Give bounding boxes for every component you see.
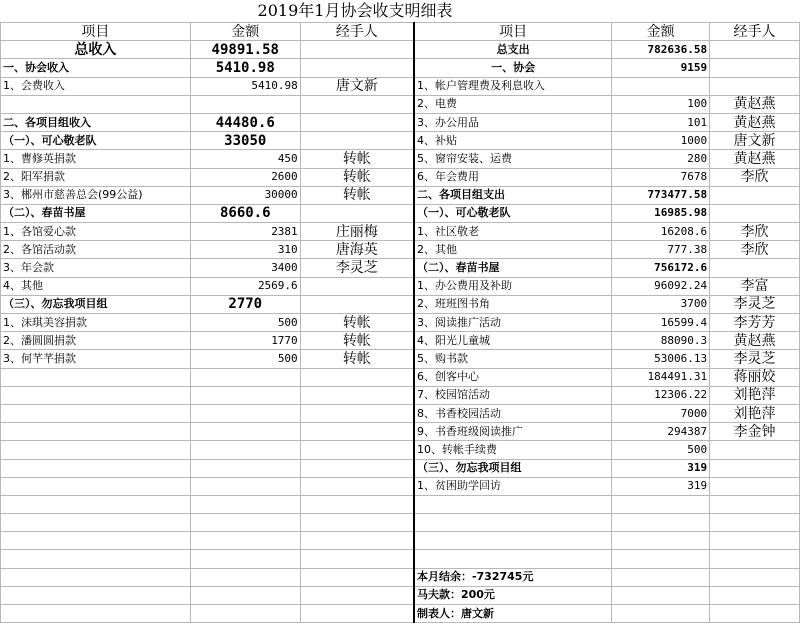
right-amount-cell[interactable]: 500: [612, 441, 710, 459]
right-handler-cell[interactable]: [710, 477, 800, 495]
right-amount-cell[interactable]: 100: [612, 95, 710, 113]
empty-cell[interactable]: [300, 368, 414, 386]
table-row: [1, 514, 800, 532]
right-handler-cell[interactable]: 李富: [710, 277, 800, 295]
right-item-cell[interactable]: 9、书香班级阅读推广: [414, 423, 612, 441]
left-item-cell[interactable]: 2、潘圆圆捐款: [1, 332, 191, 350]
right-amount-cell[interactable]: 773477.58: [612, 186, 710, 204]
right-item-cell[interactable]: 8、书香校园活动: [414, 404, 612, 422]
right-item-cell[interactable]: 2、其他: [414, 241, 612, 259]
right-amount-cell[interactable]: [612, 495, 710, 513]
empty-cell[interactable]: [300, 423, 414, 441]
empty-cell[interactable]: [190, 477, 300, 495]
right-handler-cell[interactable]: [710, 41, 800, 59]
table-row: [1, 332, 800, 350]
sheet-title: 2019年1月协会收支明细表: [257, 1, 453, 20]
right-handler-cell[interactable]: [710, 77, 800, 95]
table-row: [1, 477, 800, 495]
empty-cell[interactable]: [300, 586, 414, 604]
empty-cell[interactable]: [190, 586, 300, 604]
empty-cell[interactable]: [1, 368, 191, 386]
header-right-item[interactable]: 项目: [414, 23, 612, 41]
left-handler-cell[interactable]: 庄丽梅: [300, 223, 414, 241]
right-handler-cell[interactable]: 刘艳萍: [710, 386, 800, 404]
right-item-cell[interactable]: 马夫款：200元: [414, 586, 612, 604]
left-item-cell[interactable]: （二）、春苗书屋: [1, 204, 191, 222]
table-row: [1, 532, 800, 550]
header-left-handler[interactable]: 经手人: [300, 23, 414, 41]
right-item-cell[interactable]: 一、协会: [414, 59, 612, 77]
header-left-amount[interactable]: 金额: [190, 23, 300, 41]
table-row: [1, 605, 800, 623]
left-handler-cell[interactable]: [300, 204, 414, 222]
right-amount-cell[interactable]: 280: [612, 150, 710, 168]
table-row: [1, 423, 800, 441]
right-item-cell[interactable]: 1、社区敬老: [414, 223, 612, 241]
right-handler-cell[interactable]: [710, 514, 800, 532]
left-item-cell[interactable]: （三）、勿忘我项目组: [1, 295, 191, 313]
empty-cell[interactable]: [190, 568, 300, 586]
table-row: [1, 314, 800, 332]
left-amount-cell[interactable]: 500: [190, 314, 300, 332]
right-amount-cell[interactable]: 294387: [612, 423, 710, 441]
empty-cell[interactable]: [300, 495, 414, 513]
right-amount-cell[interactable]: 88090.3: [612, 332, 710, 350]
right-handler-cell[interactable]: [710, 59, 800, 77]
right-handler-cell[interactable]: 蒋丽姣: [710, 368, 800, 386]
left-amount-cell[interactable]: 8660.6: [190, 204, 300, 222]
left-handler-cell[interactable]: 转帐: [300, 168, 414, 186]
right-amount-cell[interactable]: 319: [612, 459, 710, 477]
right-item-cell[interactable]: 6、年会费用: [414, 168, 612, 186]
header-right-handler[interactable]: 经手人: [710, 23, 800, 41]
empty-cell[interactable]: [1, 423, 191, 441]
right-amount-cell[interactable]: [612, 605, 710, 623]
table-row: [1, 241, 800, 259]
right-handler-cell[interactable]: 李欣: [710, 168, 800, 186]
empty-cell[interactable]: [190, 495, 300, 513]
table-row: [1, 150, 800, 168]
right-handler-cell[interactable]: 黄赵燕: [710, 332, 800, 350]
left-item-cell[interactable]: [1, 95, 191, 113]
right-item-cell[interactable]: 7、校园馆活动: [414, 386, 612, 404]
right-handler-cell[interactable]: 李欣: [710, 223, 800, 241]
left-amount-cell[interactable]: 44480.6: [190, 113, 300, 131]
right-amount-cell[interactable]: [612, 514, 710, 532]
right-handler-cell[interactable]: 李灵芝: [710, 295, 800, 313]
right-handler-cell[interactable]: [710, 605, 800, 623]
empty-cell[interactable]: [190, 423, 300, 441]
left-amount-cell[interactable]: 2381: [190, 223, 300, 241]
right-handler-cell[interactable]: [710, 568, 800, 586]
left-amount-cell[interactable]: 30000: [190, 186, 300, 204]
right-amount-cell[interactable]: 96092.24: [612, 277, 710, 295]
right-amount-cell[interactable]: 16985.98: [612, 204, 710, 222]
right-handler-cell[interactable]: [710, 550, 800, 568]
left-handler-cell[interactable]: 李灵芝: [300, 259, 414, 277]
right-amount-cell[interactable]: 9159: [612, 59, 710, 77]
left-handler-cell[interactable]: 转帐: [300, 150, 414, 168]
right-amount-cell[interactable]: 16599.4: [612, 314, 710, 332]
left-amount-cell[interactable]: 3400: [190, 259, 300, 277]
empty-cell[interactable]: [190, 459, 300, 477]
right-amount-cell[interactable]: 101: [612, 113, 710, 131]
left-handler-cell[interactable]: [300, 132, 414, 150]
left-handler-cell[interactable]: [300, 113, 414, 131]
right-item-cell[interactable]: 2、电费: [414, 95, 612, 113]
empty-cell[interactable]: [1, 605, 191, 623]
header-row: [1, 23, 800, 41]
right-handler-cell[interactable]: [710, 259, 800, 277]
right-item-cell[interactable]: 6、创客中心: [414, 368, 612, 386]
right-item-cell[interactable]: 3、办公用品: [414, 113, 612, 131]
table-row: [1, 277, 800, 295]
empty-cell[interactable]: [300, 605, 414, 623]
table-row: [1, 495, 800, 513]
left-item-cell[interactable]: 3、郴州市慈善总会(99公益): [1, 186, 191, 204]
empty-cell[interactable]: [1, 568, 191, 586]
empty-cell[interactable]: [1, 386, 191, 404]
empty-cell[interactable]: [300, 568, 414, 586]
right-item-cell[interactable]: 2、班班图书角: [414, 295, 612, 313]
empty-cell[interactable]: [1, 441, 191, 459]
right-item-cell[interactable]: （一）、可心敬老队: [414, 204, 612, 222]
right-amount-cell[interactable]: 7000: [612, 404, 710, 422]
left-handler-cell[interactable]: 唐海英: [300, 241, 414, 259]
table-row: [1, 459, 800, 477]
left-item-cell[interactable]: 1、会费收入: [1, 77, 191, 95]
left-amount-cell[interactable]: 5410.98: [190, 77, 300, 95]
empty-cell[interactable]: [1, 404, 191, 422]
right-item-cell[interactable]: 4、补贴: [414, 132, 612, 150]
ledger-table: [0, 22, 800, 623]
table-row: [1, 223, 800, 241]
right-item-cell[interactable]: 1、帐户管理费及利息收入: [414, 77, 612, 95]
right-amount-cell[interactable]: 319: [612, 477, 710, 495]
right-amount-cell[interactable]: [612, 550, 710, 568]
left-amount-cell[interactable]: 450: [190, 150, 300, 168]
right-handler-cell[interactable]: [710, 532, 800, 550]
table-row: [1, 113, 800, 131]
left-handler-cell[interactable]: 转帐: [300, 186, 414, 204]
left-item-cell[interactable]: 一、协会收入: [1, 59, 191, 77]
left-item-cell[interactable]: 1、曹修英捐款: [1, 150, 191, 168]
empty-cell[interactable]: [190, 550, 300, 568]
empty-cell[interactable]: [190, 532, 300, 550]
empty-cell[interactable]: [190, 441, 300, 459]
left-handler-cell[interactable]: 唐文新: [300, 77, 414, 95]
table-row: [1, 295, 800, 313]
empty-cell[interactable]: [300, 459, 414, 477]
right-item-cell[interactable]: [414, 495, 612, 513]
right-item-cell[interactable]: 二、各项目组支出: [414, 186, 612, 204]
empty-cell[interactable]: [1, 532, 191, 550]
right-item-cell[interactable]: 总支出: [414, 41, 612, 59]
left-item-cell[interactable]: 2、阳军捐款: [1, 168, 191, 186]
left-amount-cell[interactable]: 49891.58: [190, 41, 300, 59]
empty-cell[interactable]: [190, 605, 300, 623]
left-amount-cell[interactable]: 33050: [190, 132, 300, 150]
right-amount-cell[interactable]: [612, 77, 710, 95]
table-row: [1, 59, 800, 77]
empty-cell[interactable]: [190, 386, 300, 404]
left-handler-cell[interactable]: [300, 41, 414, 59]
left-handler-cell[interactable]: 转帐: [300, 350, 414, 368]
left-amount-cell[interactable]: 5410.98: [190, 59, 300, 77]
empty-cell[interactable]: [1, 514, 191, 532]
right-amount-cell[interactable]: 12306.22: [612, 386, 710, 404]
left-amount-cell[interactable]: 1770: [190, 332, 300, 350]
right-item-cell[interactable]: 本月结余：-732745元: [414, 568, 612, 586]
right-handler-cell[interactable]: 黄赵燕: [710, 113, 800, 131]
right-amount-cell[interactable]: [612, 532, 710, 550]
right-handler-cell[interactable]: [710, 586, 800, 604]
right-amount-cell[interactable]: [612, 568, 710, 586]
table-row: [1, 386, 800, 404]
empty-cell[interactable]: [190, 514, 300, 532]
table-row: [1, 41, 800, 59]
left-amount-cell[interactable]: 310: [190, 241, 300, 259]
header-left-item[interactable]: 项目: [1, 23, 191, 41]
right-handler-cell[interactable]: 李芳芳: [710, 314, 800, 332]
right-item-cell[interactable]: 1、办公费用及补助: [414, 277, 612, 295]
right-handler-cell[interactable]: [710, 441, 800, 459]
left-item-cell[interactable]: 1、沫琪美容捐款: [1, 314, 191, 332]
left-item-cell[interactable]: 二、各项目组收入: [1, 113, 191, 131]
empty-cell[interactable]: [300, 386, 414, 404]
right-item-cell[interactable]: 制表人：唐文新: [414, 605, 612, 623]
table-row: [1, 186, 800, 204]
left-item-cell[interactable]: 3、年会款: [1, 259, 191, 277]
right-handler-cell[interactable]: 刘艳萍: [710, 404, 800, 422]
left-item-cell[interactable]: 4、其他: [1, 277, 191, 295]
table-row: [1, 204, 800, 222]
left-handler-cell[interactable]: [300, 59, 414, 77]
left-amount-cell[interactable]: 2770: [190, 295, 300, 313]
left-handler-cell[interactable]: 转帐: [300, 314, 414, 332]
empty-cell[interactable]: [300, 441, 414, 459]
empty-cell[interactable]: [1, 495, 191, 513]
left-item-cell[interactable]: 3、何芊芊捐款: [1, 350, 191, 368]
empty-cell[interactable]: [300, 550, 414, 568]
empty-cell[interactable]: [190, 368, 300, 386]
table-row: [1, 77, 800, 95]
right-item-cell[interactable]: （二）、春苗书屋: [414, 259, 612, 277]
table-row: [1, 568, 800, 586]
empty-cell[interactable]: [1, 459, 191, 477]
right-item-cell[interactable]: [414, 550, 612, 568]
right-item-cell[interactable]: 4、阳光儿童城: [414, 332, 612, 350]
right-handler-cell[interactable]: 唐文新: [710, 132, 800, 150]
right-item-cell[interactable]: [414, 514, 612, 532]
right-item-cell[interactable]: [414, 532, 612, 550]
left-item-cell[interactable]: 1、各馆爱心款: [1, 223, 191, 241]
left-amount-cell[interactable]: 2569.6: [190, 277, 300, 295]
right-item-cell[interactable]: 10、转帐手续费: [414, 441, 612, 459]
right-amount-cell[interactable]: 7678: [612, 168, 710, 186]
left-amount-cell[interactable]: 2600: [190, 168, 300, 186]
right-handler-cell[interactable]: [710, 459, 800, 477]
right-handler-cell[interactable]: 黄赵燕: [710, 150, 800, 168]
right-amount-cell[interactable]: 53006.13: [612, 350, 710, 368]
empty-cell[interactable]: [1, 586, 191, 604]
right-handler-cell[interactable]: [710, 186, 800, 204]
table-row: [1, 550, 800, 568]
table-row: [1, 168, 800, 186]
empty-cell[interactable]: [300, 477, 414, 495]
left-amount-cell[interactable]: [190, 95, 300, 113]
table-row: [1, 95, 800, 113]
right-item-cell[interactable]: 1、贫困助学回访: [414, 477, 612, 495]
right-amount-cell[interactable]: 184491.31: [612, 368, 710, 386]
right-item-cell[interactable]: （三）、勿忘我项目组: [414, 459, 612, 477]
left-handler-cell[interactable]: [300, 295, 414, 313]
right-amount-cell[interactable]: 3700: [612, 295, 710, 313]
right-handler-cell[interactable]: [710, 495, 800, 513]
empty-cell[interactable]: [300, 514, 414, 532]
right-handler-cell[interactable]: [710, 204, 800, 222]
table-row: [1, 368, 800, 386]
right-amount-cell[interactable]: 1000: [612, 132, 710, 150]
right-amount-cell[interactable]: 756172.6: [612, 259, 710, 277]
table-row: [1, 404, 800, 422]
table-row: [1, 586, 800, 604]
left-amount-cell[interactable]: 500: [190, 350, 300, 368]
left-item-cell[interactable]: （一）、可心敬老队: [1, 132, 191, 150]
right-amount-cell[interactable]: [612, 586, 710, 604]
right-amount-cell[interactable]: 777.38: [612, 241, 710, 259]
right-handler-cell[interactable]: 黄赵燕: [710, 95, 800, 113]
table-row: [1, 441, 800, 459]
right-item-cell[interactable]: 5、购书款: [414, 350, 612, 368]
left-handler-cell[interactable]: [300, 277, 414, 295]
right-handler-cell[interactable]: 李灵芝: [710, 350, 800, 368]
right-handler-cell[interactable]: 李欣: [710, 241, 800, 259]
right-amount-cell[interactable]: 782636.58: [612, 41, 710, 59]
empty-cell[interactable]: [190, 404, 300, 422]
empty-cell[interactable]: [300, 532, 414, 550]
empty-cell[interactable]: [1, 550, 191, 568]
table-row: [1, 132, 800, 150]
left-handler-cell[interactable]: 转帐: [300, 332, 414, 350]
left-item-cell[interactable]: 总收入: [1, 41, 191, 59]
table-row: [1, 259, 800, 277]
header-right-amount[interactable]: 金额: [612, 23, 710, 41]
right-amount-cell[interactable]: 16208.6: [612, 223, 710, 241]
right-item-cell[interactable]: 5、窗帘安装、运费: [414, 150, 612, 168]
right-item-cell[interactable]: 3、阅读推广活动: [414, 314, 612, 332]
left-item-cell[interactable]: 2、各馆活动款: [1, 241, 191, 259]
empty-cell[interactable]: [300, 404, 414, 422]
empty-cell[interactable]: [1, 477, 191, 495]
left-handler-cell[interactable]: [300, 95, 414, 113]
table-row: [1, 350, 800, 368]
ledger-body: [1, 23, 800, 623]
right-handler-cell[interactable]: 李金钟: [710, 423, 800, 441]
